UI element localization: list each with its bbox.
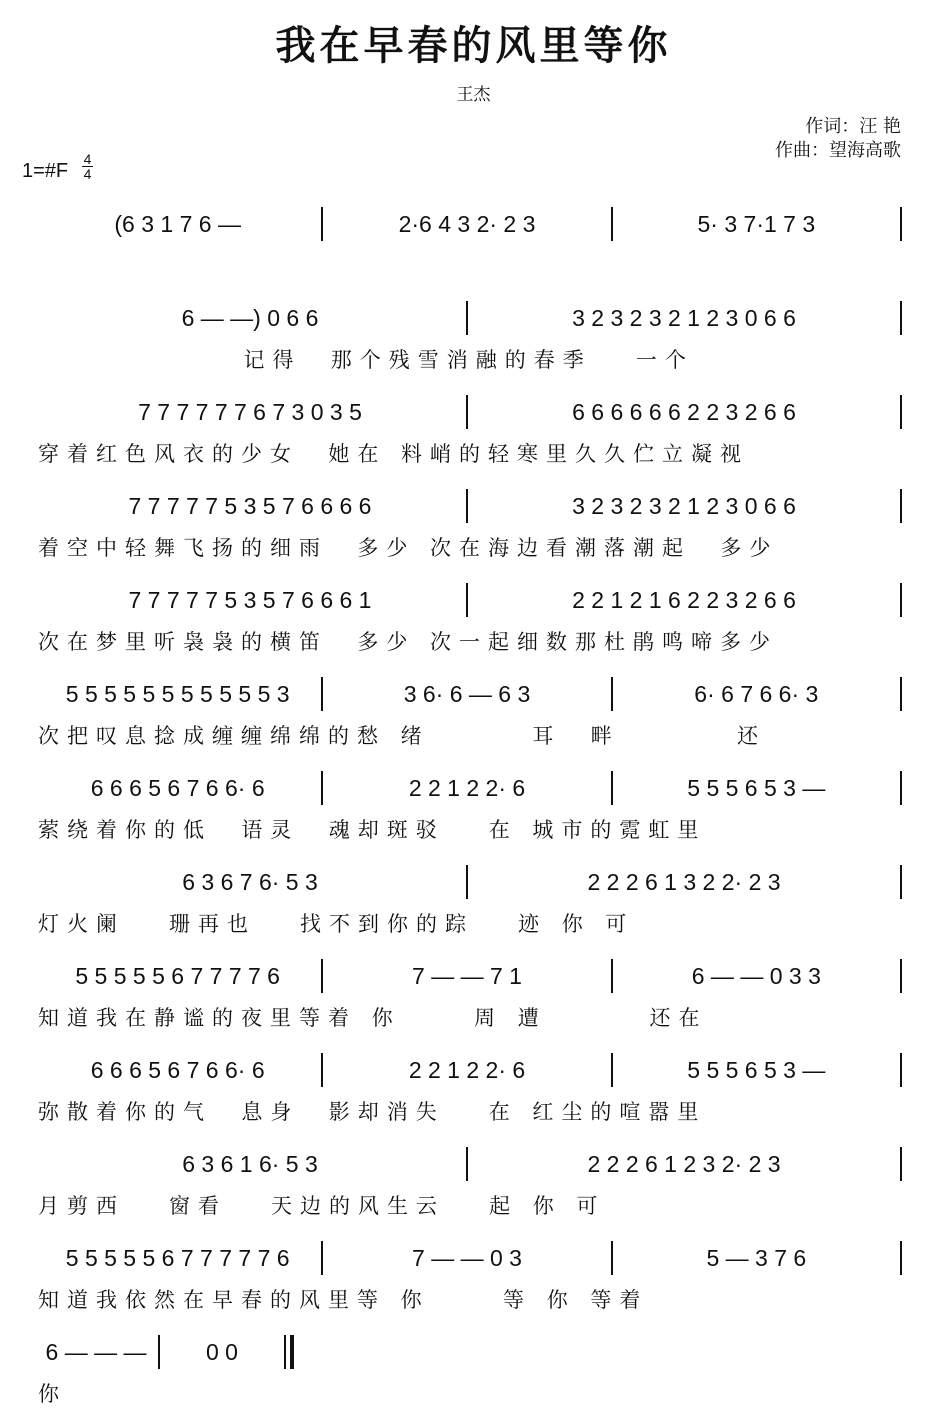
lyric-line: 知道我在静谧的夜里等着 你 周 遭 还在 <box>38 1006 708 1030</box>
notation-line <box>34 398 902 426</box>
measure-group: 5 5 5 5 5 5 5 5 5 5 5 3 <box>65 680 290 707</box>
measure-group: 2 2 2 6 1 2 3 2· 2 3 <box>587 1150 781 1177</box>
song-title: 我在早春的风里等你 <box>275 22 672 69</box>
measure-group: 6· 6 7 6 6· 3 <box>694 680 819 707</box>
barline <box>900 489 902 523</box>
notation-line <box>34 680 902 708</box>
lyric-line: 弥散着你的气 息身 影却消失 在 红尘的喧嚣里 <box>38 1100 707 1124</box>
barline <box>900 583 902 617</box>
barline <box>900 301 902 335</box>
measure-group: 5 5 5 6 5 3 — <box>687 774 826 801</box>
barline <box>900 959 902 993</box>
measure-group: 5· 3 7·1 7 3 <box>697 210 816 237</box>
lyric-line: 穿着红色风衣的少女 她在 料峭的轻寒里久久伫立凝视 <box>38 442 750 466</box>
measure-group: 5 5 5 6 5 3 — <box>687 1056 826 1083</box>
lyric-line <box>38 250 888 278</box>
notation-line <box>34 586 902 614</box>
barline <box>900 207 902 241</box>
notation-line <box>34 210 902 238</box>
barline <box>900 1147 902 1181</box>
notation-line <box>34 774 902 802</box>
measure-group: 2 2 1 2 1 6 2 2 3 2 6 6 <box>572 586 796 613</box>
lyricist-credit: 作词：汪 艳 <box>805 116 901 137</box>
meter-top: 4 <box>83 151 92 167</box>
measure-group: 5 5 5 5 5 6 7 7 7 7 7 6 <box>65 1244 290 1271</box>
lyric-line: 着空中轻舞飞扬的细雨 多少 次在海边看潮落潮起 多少 <box>38 536 779 560</box>
lyric-line: 知道我依然在早春的风里等 你 等 你 等着 <box>38 1288 649 1312</box>
lyric-line: 月剪西 窗看 天边的风生云 起 你 可 <box>38 1194 606 1218</box>
measure-group: 6 6 6 5 6 7 6 6· 6 <box>90 1056 265 1083</box>
measure-group: 7 7 7 7 7 5 3 5 7 6 6 6 1 <box>128 586 372 613</box>
barline <box>900 395 902 429</box>
lyric-line: 你 <box>38 1382 67 1406</box>
lyric-line: 次把叹息捻成缠缠绵绵的愁 绪 耳 畔 还 <box>38 724 767 748</box>
barline <box>900 771 902 805</box>
composer-credit: 作曲：望海高歌 <box>775 140 901 161</box>
measure-group: 7 7 7 7 7 5 3 5 7 6 6 6 6 <box>128 492 372 519</box>
measure-group: 3 2 3 2 3 2 1 2 3 0 6 6 <box>572 492 796 519</box>
measure-group: 6 — —) 0 6 6 <box>181 304 319 331</box>
measure-group: 3 2 3 2 3 2 1 2 3 0 6 6 <box>572 304 796 331</box>
notation-line <box>34 868 902 896</box>
notation-line <box>34 1150 902 1178</box>
lyric-line: 萦绕着你的低 语灵 魂却斑驳 在 城市的霓虹里 <box>38 818 707 842</box>
measure-group: 7 — — 0 3 <box>412 1244 522 1271</box>
lyric-line: 次在梦里听袅袅的横笛 多少 次一起细数那杜鹃鸣啼多少 <box>38 630 779 654</box>
singer-name: 王杰 <box>456 85 491 105</box>
measure-group: 5 — 3 7 6 <box>706 1244 807 1271</box>
key-signature: 1=#F <box>22 160 69 182</box>
lyric-line: 灯火阑 珊再也 找不到你的踪 迹 你 可 <box>38 912 635 936</box>
notation-line <box>34 492 902 520</box>
measure-group: 6 3 6 1 6· 5 3 <box>182 1150 318 1177</box>
barline <box>900 865 902 899</box>
measure-group: 2·6 4 3 2· 2 3 <box>398 210 536 237</box>
measure-group: 6 — — — <box>45 1338 147 1365</box>
time-signature <box>82 152 93 181</box>
lyric-line: 记得 那个残雪消融的春季 一个 <box>38 348 694 372</box>
barline <box>284 1335 286 1369</box>
measure-group: 6 6 6 6 6 6 2 2 3 2 6 6 <box>572 398 796 425</box>
final-barline <box>290 1335 294 1369</box>
barline <box>900 1053 902 1087</box>
measure-group: (6 3 1 7 6 — <box>114 210 241 237</box>
barline <box>900 677 902 711</box>
measure-group: 0 0 <box>206 1338 238 1365</box>
measure-group: 2 2 1 2 2· 6 <box>408 1056 526 1083</box>
measure-group: 5 5 5 5 5 6 7 7 7 7 6 <box>75 962 280 989</box>
measure-group: 6 6 6 5 6 7 6 6· 6 <box>90 774 265 801</box>
measure-group: 7 — — 7 1 <box>412 962 522 989</box>
measure-group: 2 2 2 6 1 3 2 2· 2 3 <box>587 868 781 895</box>
measure-group: 6 3 6 7 6· 5 3 <box>182 868 318 895</box>
measure-group: 3 6· 6 — 6 3 <box>403 680 531 707</box>
measure-group: 7 7 7 7 7 7 6 7 3 0 3 5 <box>138 398 362 425</box>
barline <box>900 1241 902 1275</box>
notation-line <box>34 304 902 332</box>
notation-line <box>34 1056 902 1084</box>
measure-group: 2 2 1 2 2· 6 <box>408 774 526 801</box>
notation-line <box>34 962 902 990</box>
measure-group: 6 — — 0 3 3 <box>691 962 821 989</box>
notation-line <box>34 1244 902 1272</box>
meter-bottom: 4 <box>83 166 92 182</box>
